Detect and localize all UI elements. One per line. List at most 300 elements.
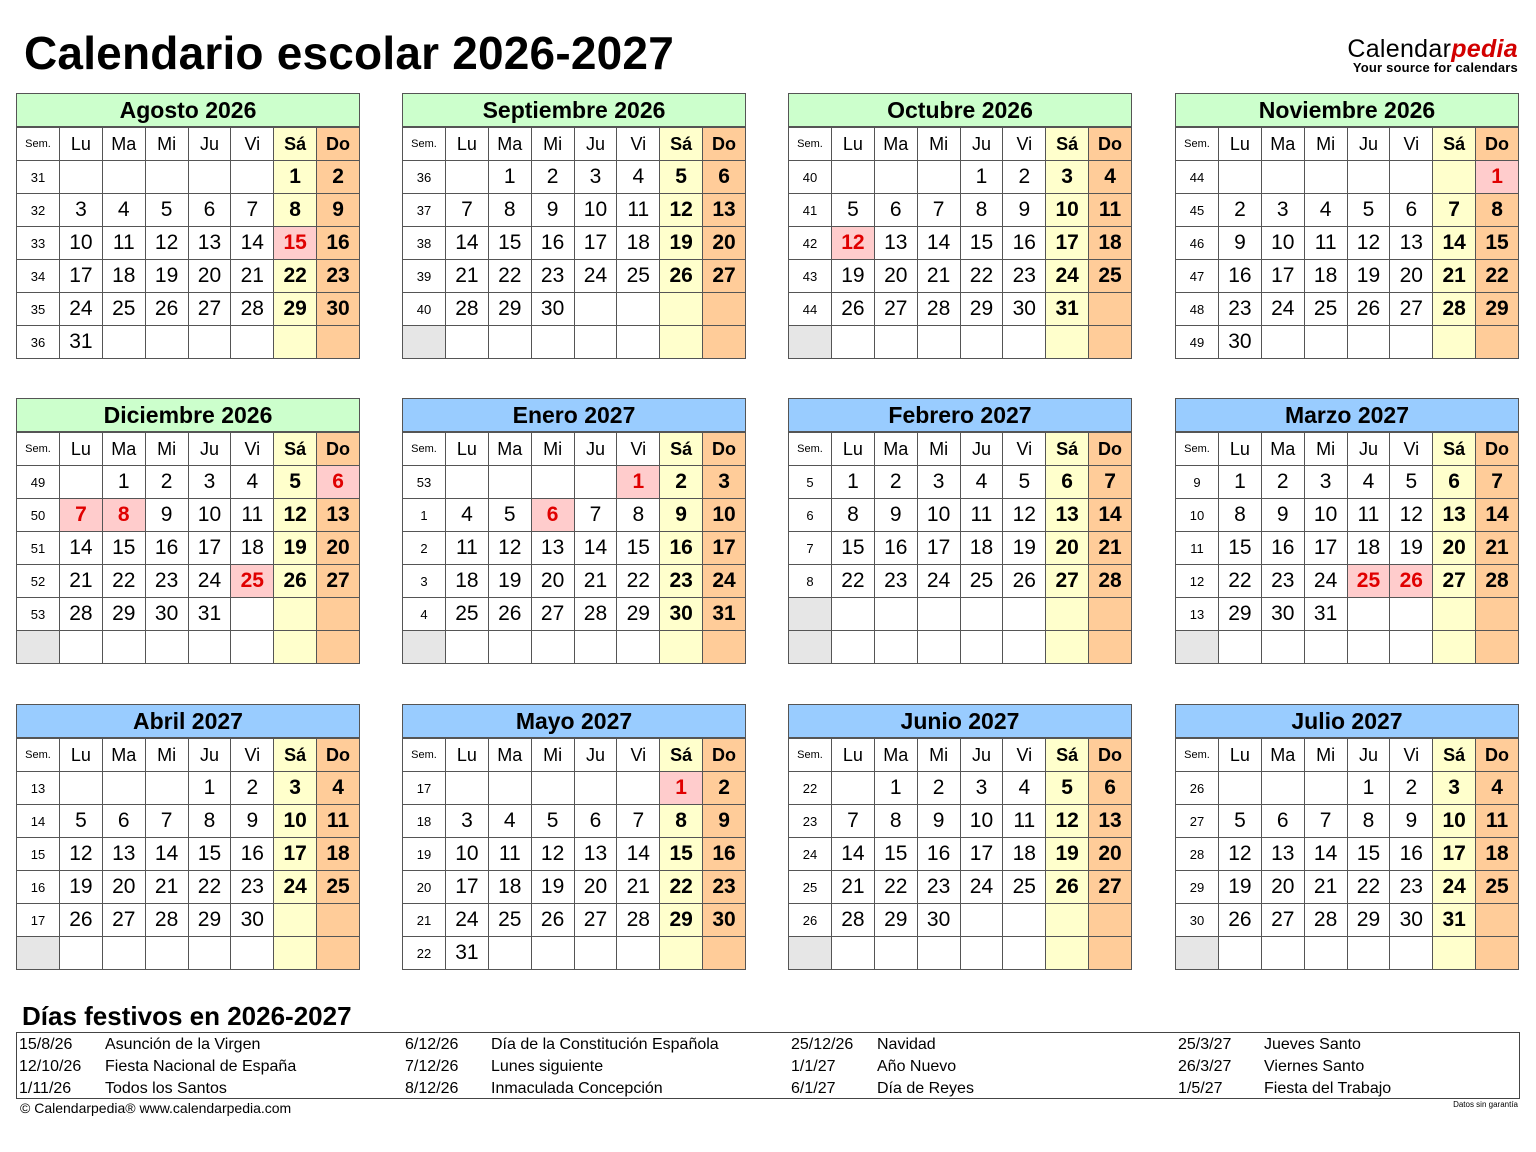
day-cell[interactable]: 10 [917, 499, 960, 532]
day-cell[interactable]: 22 [1347, 871, 1390, 904]
day-cell[interactable]: 13 [574, 838, 617, 871]
day-cell[interactable]: 31 [188, 598, 231, 631]
day-cell[interactable]: 28 [617, 904, 660, 937]
day-cell[interactable] [317, 937, 360, 970]
day-cell[interactable]: 5 [145, 194, 188, 227]
day-cell[interactable]: 28 [1304, 904, 1347, 937]
day-cell[interactable]: 14 [917, 227, 960, 260]
day-cell[interactable]: 12 [531, 838, 574, 871]
day-cell[interactable] [60, 937, 103, 970]
day-cell[interactable]: 1 [1219, 466, 1262, 499]
day-cell[interactable]: 20 [874, 260, 917, 293]
day-cell[interactable]: 15 [274, 227, 317, 260]
day-cell[interactable]: 14 [1089, 499, 1132, 532]
day-cell[interactable] [660, 326, 703, 359]
day-cell[interactable]: 15 [660, 838, 703, 871]
day-cell[interactable]: 25 [488, 904, 531, 937]
day-cell[interactable] [274, 631, 317, 664]
day-cell[interactable] [60, 466, 103, 499]
day-cell[interactable]: 16 [917, 838, 960, 871]
day-cell[interactable]: 16 [231, 838, 274, 871]
day-cell[interactable]: 20 [102, 871, 145, 904]
day-cell[interactable]: 13 [1433, 499, 1476, 532]
day-cell[interactable]: 21 [1476, 532, 1519, 565]
day-cell[interactable]: 1 [832, 466, 875, 499]
day-cell[interactable] [488, 772, 531, 805]
day-cell[interactable]: 12 [145, 227, 188, 260]
day-cell[interactable]: 7 [231, 194, 274, 227]
day-cell[interactable]: 16 [145, 532, 188, 565]
day-cell[interactable] [574, 631, 617, 664]
day-cell[interactable]: 19 [145, 260, 188, 293]
day-cell[interactable]: 3 [60, 194, 103, 227]
day-cell[interactable]: 28 [574, 598, 617, 631]
day-cell[interactable]: 18 [1089, 227, 1132, 260]
day-cell[interactable]: 17 [188, 532, 231, 565]
day-cell[interactable]: 4 [102, 194, 145, 227]
day-cell[interactable] [488, 326, 531, 359]
day-cell[interactable]: 5 [1390, 466, 1433, 499]
day-cell[interactable] [1476, 631, 1519, 664]
day-cell[interactable]: 11 [102, 227, 145, 260]
day-cell[interactable]: 2 [317, 161, 360, 194]
day-cell[interactable]: 2 [1390, 772, 1433, 805]
day-cell[interactable]: 25 [1304, 293, 1347, 326]
day-cell[interactable] [1089, 598, 1132, 631]
day-cell[interactable]: 29 [188, 904, 231, 937]
day-cell[interactable]: 13 [1390, 227, 1433, 260]
day-cell[interactable] [703, 326, 746, 359]
day-cell[interactable] [60, 161, 103, 194]
day-cell[interactable]: 24 [1304, 565, 1347, 598]
day-cell[interactable]: 27 [1046, 565, 1089, 598]
day-cell[interactable]: 30 [317, 293, 360, 326]
day-cell[interactable]: 15 [960, 227, 1003, 260]
day-cell[interactable] [1347, 326, 1390, 359]
day-cell[interactable]: 30 [231, 904, 274, 937]
day-cell[interactable]: 14 [231, 227, 274, 260]
day-cell[interactable]: 5 [660, 161, 703, 194]
day-cell[interactable]: 24 [1261, 293, 1304, 326]
day-cell[interactable]: 15 [102, 532, 145, 565]
day-cell[interactable]: 18 [231, 532, 274, 565]
day-cell[interactable]: 18 [1476, 838, 1519, 871]
day-cell[interactable] [617, 293, 660, 326]
day-cell[interactable]: 12 [1347, 227, 1390, 260]
day-cell[interactable]: 10 [188, 499, 231, 532]
day-cell[interactable]: 1 [617, 466, 660, 499]
day-cell[interactable]: 19 [531, 871, 574, 904]
day-cell[interactable] [317, 598, 360, 631]
day-cell[interactable]: 9 [660, 499, 703, 532]
day-cell[interactable] [274, 937, 317, 970]
day-cell[interactable] [1476, 326, 1519, 359]
day-cell[interactable] [660, 937, 703, 970]
day-cell[interactable]: 28 [145, 904, 188, 937]
day-cell[interactable]: 7 [617, 805, 660, 838]
day-cell[interactable]: 4 [231, 466, 274, 499]
day-cell[interactable]: 29 [1476, 293, 1519, 326]
day-cell[interactable]: 13 [188, 227, 231, 260]
day-cell[interactable]: 6 [1390, 194, 1433, 227]
day-cell[interactable] [960, 904, 1003, 937]
day-cell[interactable]: 24 [60, 293, 103, 326]
day-cell[interactable] [446, 772, 489, 805]
day-cell[interactable]: 8 [274, 194, 317, 227]
day-cell[interactable]: 10 [1261, 227, 1304, 260]
day-cell[interactable]: 14 [574, 532, 617, 565]
day-cell[interactable]: 31 [1304, 598, 1347, 631]
day-cell[interactable]: 23 [874, 565, 917, 598]
day-cell[interactable]: 21 [231, 260, 274, 293]
day-cell[interactable]: 4 [446, 499, 489, 532]
day-cell[interactable]: 6 [1261, 805, 1304, 838]
day-cell[interactable]: 28 [446, 293, 489, 326]
day-cell[interactable]: 29 [102, 598, 145, 631]
day-cell[interactable]: 24 [274, 871, 317, 904]
day-cell[interactable] [917, 937, 960, 970]
day-cell[interactable] [531, 326, 574, 359]
day-cell[interactable]: 2 [703, 772, 746, 805]
day-cell[interactable]: 22 [1219, 565, 1262, 598]
day-cell[interactable] [60, 772, 103, 805]
day-cell[interactable]: 22 [960, 260, 1003, 293]
day-cell[interactable]: 2 [231, 772, 274, 805]
day-cell[interactable]: 2 [1003, 161, 1046, 194]
day-cell[interactable]: 4 [1003, 772, 1046, 805]
day-cell[interactable]: 16 [1390, 838, 1433, 871]
day-cell[interactable]: 22 [488, 260, 531, 293]
day-cell[interactable]: 19 [1003, 532, 1046, 565]
day-cell[interactable]: 7 [1304, 805, 1347, 838]
day-cell[interactable] [1433, 598, 1476, 631]
day-cell[interactable]: 19 [1046, 838, 1089, 871]
day-cell[interactable]: 26 [531, 904, 574, 937]
day-cell[interactable]: 26 [1390, 565, 1433, 598]
day-cell[interactable]: 31 [446, 937, 489, 970]
day-cell[interactable]: 19 [488, 565, 531, 598]
day-cell[interactable] [531, 466, 574, 499]
day-cell[interactable] [617, 326, 660, 359]
day-cell[interactable]: 30 [1390, 904, 1433, 937]
day-cell[interactable] [1347, 937, 1390, 970]
day-cell[interactable]: 26 [1046, 871, 1089, 904]
day-cell[interactable]: 3 [188, 466, 231, 499]
day-cell[interactable] [917, 598, 960, 631]
day-cell[interactable] [574, 326, 617, 359]
day-cell[interactable] [1347, 631, 1390, 664]
day-cell[interactable]: 8 [960, 194, 1003, 227]
day-cell[interactable] [874, 598, 917, 631]
day-cell[interactable] [574, 772, 617, 805]
day-cell[interactable]: 7 [1089, 466, 1132, 499]
day-cell[interactable] [145, 326, 188, 359]
day-cell[interactable]: 30 [917, 904, 960, 937]
day-cell[interactable]: 27 [1433, 565, 1476, 598]
day-cell[interactable]: 9 [917, 805, 960, 838]
day-cell[interactable] [1219, 772, 1262, 805]
day-cell[interactable]: 27 [1261, 904, 1304, 937]
day-cell[interactable]: 24 [703, 565, 746, 598]
day-cell[interactable]: 9 [145, 499, 188, 532]
day-cell[interactable]: 18 [1003, 838, 1046, 871]
day-cell[interactable] [1476, 598, 1519, 631]
day-cell[interactable]: 20 [188, 260, 231, 293]
day-cell[interactable]: 16 [531, 227, 574, 260]
day-cell[interactable]: 19 [660, 227, 703, 260]
day-cell[interactable]: 23 [703, 871, 746, 904]
day-cell[interactable]: 30 [531, 293, 574, 326]
day-cell[interactable]: 6 [1046, 466, 1089, 499]
day-cell[interactable] [917, 326, 960, 359]
day-cell[interactable]: 21 [60, 565, 103, 598]
day-cell[interactable]: 11 [488, 838, 531, 871]
day-cell[interactable]: 4 [617, 161, 660, 194]
day-cell[interactable]: 22 [874, 871, 917, 904]
day-cell[interactable] [1261, 326, 1304, 359]
day-cell[interactable] [188, 326, 231, 359]
day-cell[interactable]: 2 [660, 466, 703, 499]
day-cell[interactable]: 23 [1261, 565, 1304, 598]
day-cell[interactable]: 16 [317, 227, 360, 260]
day-cell[interactable] [832, 326, 875, 359]
day-cell[interactable]: 9 [1261, 499, 1304, 532]
day-cell[interactable]: 27 [188, 293, 231, 326]
day-cell[interactable]: 1 [1476, 161, 1519, 194]
day-cell[interactable]: 10 [1433, 805, 1476, 838]
day-cell[interactable]: 17 [446, 871, 489, 904]
day-cell[interactable] [446, 161, 489, 194]
day-cell[interactable] [1433, 161, 1476, 194]
day-cell[interactable] [703, 937, 746, 970]
day-cell[interactable]: 23 [1003, 260, 1046, 293]
day-cell[interactable]: 8 [488, 194, 531, 227]
day-cell[interactable] [574, 466, 617, 499]
day-cell[interactable]: 20 [1089, 838, 1132, 871]
day-cell[interactable] [1003, 326, 1046, 359]
day-cell[interactable]: 7 [446, 194, 489, 227]
day-cell[interactable]: 12 [488, 532, 531, 565]
day-cell[interactable] [1476, 904, 1519, 937]
day-cell[interactable] [832, 937, 875, 970]
day-cell[interactable]: 28 [1433, 293, 1476, 326]
day-cell[interactable]: 7 [832, 805, 875, 838]
day-cell[interactable]: 4 [1476, 772, 1519, 805]
day-cell[interactable]: 18 [617, 227, 660, 260]
day-cell[interactable]: 6 [1089, 772, 1132, 805]
day-cell[interactable]: 8 [874, 805, 917, 838]
day-cell[interactable] [145, 631, 188, 664]
day-cell[interactable]: 29 [488, 293, 531, 326]
day-cell[interactable]: 12 [832, 227, 875, 260]
day-cell[interactable]: 11 [317, 805, 360, 838]
day-cell[interactable] [1304, 937, 1347, 970]
day-cell[interactable] [960, 326, 1003, 359]
day-cell[interactable]: 14 [617, 838, 660, 871]
day-cell[interactable] [960, 598, 1003, 631]
day-cell[interactable]: 17 [60, 260, 103, 293]
day-cell[interactable] [1433, 937, 1476, 970]
day-cell[interactable] [446, 326, 489, 359]
day-cell[interactable] [874, 326, 917, 359]
day-cell[interactable] [188, 631, 231, 664]
day-cell[interactable]: 16 [703, 838, 746, 871]
day-cell[interactable]: 17 [1261, 260, 1304, 293]
day-cell[interactable]: 3 [1261, 194, 1304, 227]
day-cell[interactable]: 11 [1089, 194, 1132, 227]
day-cell[interactable]: 3 [1304, 466, 1347, 499]
day-cell[interactable]: 11 [1347, 499, 1390, 532]
day-cell[interactable]: 3 [446, 805, 489, 838]
day-cell[interactable]: 13 [1261, 838, 1304, 871]
day-cell[interactable]: 11 [446, 532, 489, 565]
day-cell[interactable]: 26 [1003, 565, 1046, 598]
day-cell[interactable]: 25 [1003, 871, 1046, 904]
day-cell[interactable]: 30 [1261, 598, 1304, 631]
day-cell[interactable]: 6 [703, 161, 746, 194]
day-cell[interactable]: 29 [1219, 598, 1262, 631]
day-cell[interactable] [832, 631, 875, 664]
day-cell[interactable]: 1 [188, 772, 231, 805]
day-cell[interactable] [832, 772, 875, 805]
day-cell[interactable] [1003, 937, 1046, 970]
day-cell[interactable]: 15 [1476, 227, 1519, 260]
day-cell[interactable]: 1 [274, 161, 317, 194]
day-cell[interactable]: 15 [1347, 838, 1390, 871]
day-cell[interactable]: 19 [274, 532, 317, 565]
day-cell[interactable]: 26 [1347, 293, 1390, 326]
day-cell[interactable]: 27 [317, 565, 360, 598]
day-cell[interactable] [1261, 772, 1304, 805]
day-cell[interactable]: 10 [274, 805, 317, 838]
day-cell[interactable]: 18 [317, 838, 360, 871]
day-cell[interactable]: 29 [274, 293, 317, 326]
day-cell[interactable]: 8 [102, 499, 145, 532]
day-cell[interactable]: 3 [960, 772, 1003, 805]
day-cell[interactable]: 22 [188, 871, 231, 904]
day-cell[interactable] [1089, 937, 1132, 970]
day-cell[interactable]: 23 [660, 565, 703, 598]
day-cell[interactable] [488, 631, 531, 664]
day-cell[interactable]: 21 [574, 565, 617, 598]
day-cell[interactable]: 6 [102, 805, 145, 838]
day-cell[interactable]: 24 [574, 260, 617, 293]
day-cell[interactable]: 19 [1347, 260, 1390, 293]
day-cell[interactable] [1219, 161, 1262, 194]
day-cell[interactable]: 10 [960, 805, 1003, 838]
day-cell[interactable]: 27 [102, 904, 145, 937]
day-cell[interactable]: 12 [1046, 805, 1089, 838]
day-cell[interactable]: 7 [145, 805, 188, 838]
day-cell[interactable]: 30 [1219, 326, 1262, 359]
day-cell[interactable] [1433, 326, 1476, 359]
day-cell[interactable] [1219, 631, 1262, 664]
day-cell[interactable] [231, 598, 274, 631]
day-cell[interactable] [531, 772, 574, 805]
day-cell[interactable] [446, 631, 489, 664]
day-cell[interactable] [1261, 937, 1304, 970]
day-cell[interactable]: 29 [1347, 904, 1390, 937]
day-cell[interactable]: 1 [660, 772, 703, 805]
day-cell[interactable] [231, 161, 274, 194]
day-cell[interactable]: 21 [1304, 871, 1347, 904]
day-cell[interactable] [60, 631, 103, 664]
day-cell[interactable] [1390, 631, 1433, 664]
day-cell[interactable]: 21 [917, 260, 960, 293]
day-cell[interactable] [102, 631, 145, 664]
day-cell[interactable] [1046, 937, 1089, 970]
day-cell[interactable]: 17 [703, 532, 746, 565]
day-cell[interactable] [274, 326, 317, 359]
day-cell[interactable]: 2 [1261, 466, 1304, 499]
day-cell[interactable]: 8 [1219, 499, 1262, 532]
day-cell[interactable]: 16 [874, 532, 917, 565]
day-cell[interactable]: 28 [832, 904, 875, 937]
day-cell[interactable] [1003, 598, 1046, 631]
day-cell[interactable]: 9 [874, 499, 917, 532]
day-cell[interactable]: 10 [1046, 194, 1089, 227]
day-cell[interactable] [1261, 631, 1304, 664]
day-cell[interactable]: 11 [617, 194, 660, 227]
day-cell[interactable]: 14 [60, 532, 103, 565]
day-cell[interactable]: 27 [1089, 871, 1132, 904]
day-cell[interactable] [1261, 161, 1304, 194]
day-cell[interactable] [1046, 631, 1089, 664]
day-cell[interactable] [1304, 326, 1347, 359]
day-cell[interactable]: 4 [1304, 194, 1347, 227]
day-cell[interactable]: 19 [1219, 871, 1262, 904]
day-cell[interactable]: 28 [231, 293, 274, 326]
day-cell[interactable] [145, 772, 188, 805]
day-cell[interactable] [317, 631, 360, 664]
day-cell[interactable]: 30 [1003, 293, 1046, 326]
day-cell[interactable]: 28 [917, 293, 960, 326]
day-cell[interactable]: 13 [874, 227, 917, 260]
day-cell[interactable]: 29 [660, 904, 703, 937]
day-cell[interactable]: 13 [317, 499, 360, 532]
day-cell[interactable]: 27 [874, 293, 917, 326]
day-cell[interactable]: 13 [1046, 499, 1089, 532]
day-cell[interactable] [1046, 904, 1089, 937]
day-cell[interactable] [531, 631, 574, 664]
day-cell[interactable]: 18 [960, 532, 1003, 565]
day-cell[interactable]: 23 [231, 871, 274, 904]
day-cell[interactable] [574, 293, 617, 326]
day-cell[interactable]: 18 [102, 260, 145, 293]
day-cell[interactable]: 18 [488, 871, 531, 904]
day-cell[interactable]: 23 [145, 565, 188, 598]
day-cell[interactable]: 20 [531, 565, 574, 598]
day-cell[interactable]: 11 [960, 499, 1003, 532]
day-cell[interactable]: 15 [617, 532, 660, 565]
day-cell[interactable] [1046, 326, 1089, 359]
day-cell[interactable]: 8 [1347, 805, 1390, 838]
day-cell[interactable] [574, 937, 617, 970]
day-cell[interactable]: 1 [102, 466, 145, 499]
day-cell[interactable]: 16 [1261, 532, 1304, 565]
day-cell[interactable]: 12 [660, 194, 703, 227]
day-cell[interactable]: 12 [274, 499, 317, 532]
day-cell[interactable] [231, 631, 274, 664]
day-cell[interactable]: 11 [1304, 227, 1347, 260]
day-cell[interactable]: 10 [703, 499, 746, 532]
day-cell[interactable]: 12 [1219, 838, 1262, 871]
day-cell[interactable]: 21 [1433, 260, 1476, 293]
day-cell[interactable] [188, 937, 231, 970]
day-cell[interactable]: 14 [832, 838, 875, 871]
day-cell[interactable] [274, 904, 317, 937]
day-cell[interactable]: 7 [574, 499, 617, 532]
